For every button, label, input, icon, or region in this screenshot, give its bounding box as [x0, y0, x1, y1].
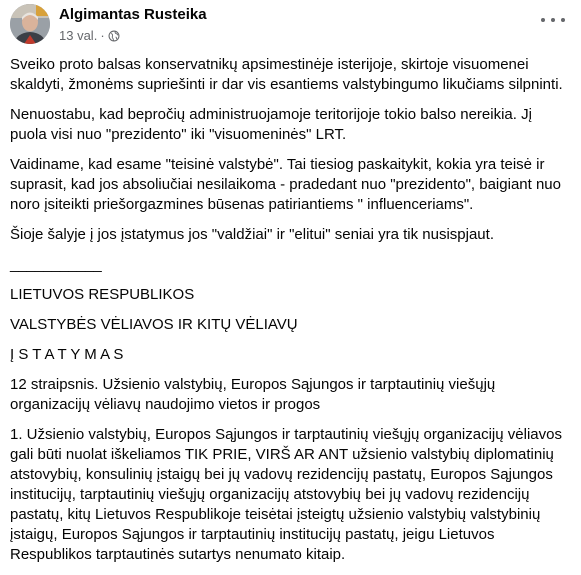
more-options-icon[interactable] — [541, 10, 565, 30]
meta-separator: · — [100, 28, 105, 43]
post-paragraph: Nenuostabu, kad bepročių administruojamoje teritorijoje tokio balso nereikia. Jį puola visi nuo "prezidento" iki "visuomeninės" LRT. — [10, 106, 532, 143]
law-heading-line: LIETUVOS RESPUBLIKOS — [10, 286, 195, 303]
avatar[interactable] — [10, 4, 50, 44]
post-meta — [59, 28, 120, 43]
post-body — [10, 55, 564, 575]
law-article-text: 1. Užsienio valstybių, Europos Sąjungos ir tarptautinių viešųjų organizacijų vėliavos gali būti nuolat iškeliamos TIK PRIE, VIRŠ AR ANT užsienio valstybių diplomatinių atstovybių, konsulinių įstaigų bei jų vadovų rezidencijų pastatų, Europos Sąjungos institucijų, tarptautinių viešųjų organizacijų atstovybių bei jų vadovų rezidencijų pastatų, kitų Lietuvos Respublikoje teisėtai įsteigtų užsienio valstybių valstybinių įstaigų, Europos Sąjungos ir tarptautinių institucijų pastatų, jeigu Lietuvos Respublikos tarptautinės sutartys nenumato kitaip. — [10, 426, 562, 563]
law-heading-line: VALSTYBĖS VĖLIAVOS IR KITŲ VĖLIAVŲ — [10, 316, 298, 333]
post-paragraph: Vaidiname, kad esame "teisinė valstybė". Tai tiesiog paskaitykit, kokia yra teisė ir suprasit, kad jos absoliučiai nesilaikoma - pradedant nuo "prezidento", baigiant nuo noro įsiteikti priešorgazmines būsenas patiriantiems " influenceriams". — [10, 156, 561, 213]
law-heading-line: Į S T A T Y M A S — [10, 346, 124, 363]
law-article-title: 12 straipsnis. Užsienio valstybių, Europos Sąjungos ir tarptautinių viešųjų organizacijų vėliavų naudojimo vietos ir progos — [10, 376, 496, 413]
globe-icon[interactable] — [108, 30, 120, 42]
post-time[interactable]: 13 val. — [59, 28, 98, 43]
author-name[interactable]: Algimantas Rusteika — [59, 6, 207, 23]
text-divider: ___________ — [10, 256, 102, 273]
post-paragraph: Šioje šalyje į jos įstatymus jos "valdžiai" ir "elitui" seniai yra tik nusispjaut. — [10, 226, 494, 243]
avatar-photo-icon — [10, 4, 50, 44]
post-header — [10, 0, 567, 56]
post-paragraph: Sveiko proto balsas konservatnikų apsimestinėje isterijoje, skirtoje visuomenei skaldyti, žmonėms supriešinti ir dar vis esantiems valstybingumo likučiams silpninti. — [10, 56, 563, 93]
